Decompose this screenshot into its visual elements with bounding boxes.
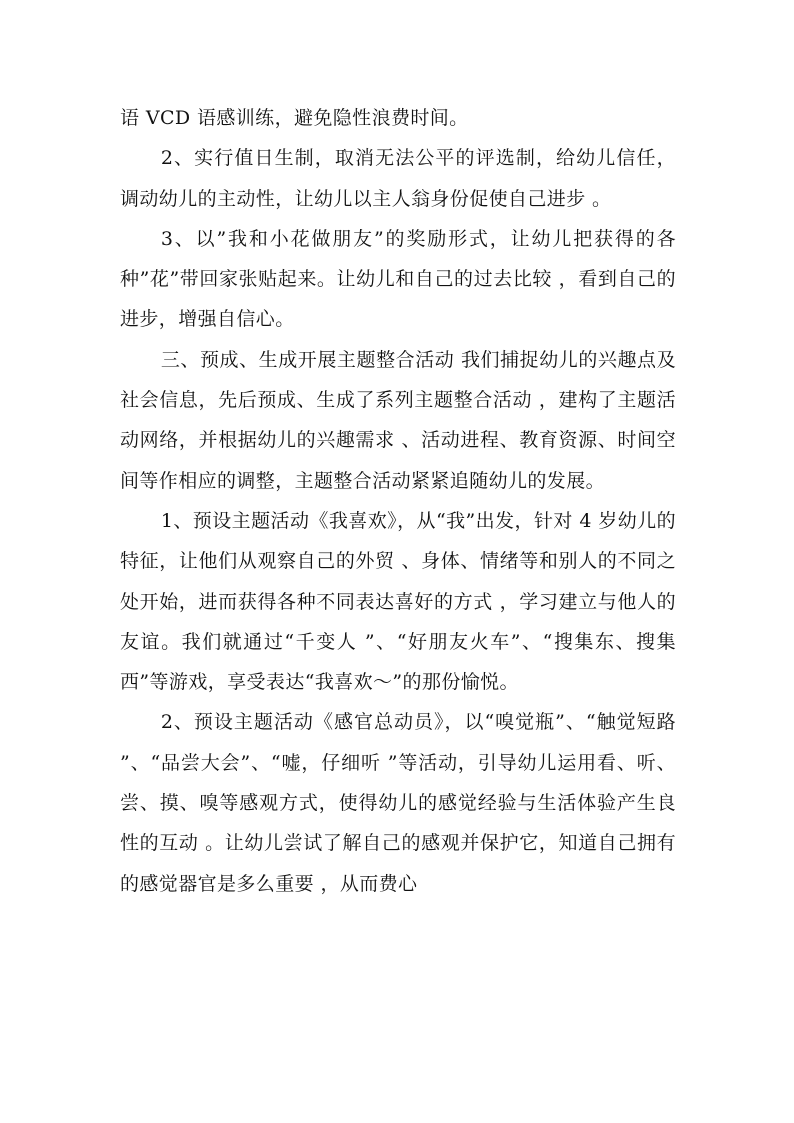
paragraph-5: 1、预设主题活动《我喜欢》，从“我”出发，针对 4 岁幼儿的特征，让他们从观察自己的外贸 、身体、情绪等和别人的不同之处开始，进而获得各种不同表达喜好的方式 ，学习建立与他人的友谊。我们就通过“千变人 ”、“好朋友火车”、“搜集东、搜集西”等游戏，享受表达“我喜欢～”的那份愉悦。 — [120, 509, 676, 694]
document-body — [120, 98, 676, 904]
paragraph-1: 语 VCD 语感训练，避免隐性浪费时间。 — [120, 107, 469, 129]
paragraph-3: 3、以”我和小花做朋友”的奖励形式，让幼儿把获得的各种”花”带回家张贴起来。让幼儿和自己的过去比较 ，看到自己的进步，增强自信心。 — [120, 227, 676, 331]
paragraph-2: 2、实行值日生制，取消无法公平的评选制，给幼儿信任，调动幼儿的主动性，让幼儿以主人翁身份促使自己进步 。 — [120, 147, 676, 210]
paragraph-6: 2、预设主题活动《感官总动员》，以“嗅觉瓶”、“触觉短路 ”、“品尝大会”、“嘘，仔细听 ”等活动，引导幼儿运用看、听、尝、摸、嗅等感观方式，使得幼儿的感觉经验与生活体验产生良性的互动 。让幼儿尝试了解自己的感观并保护它，知道自己拥有的感觉器官是多么重要 ，从而费心 — [120, 711, 676, 895]
paragraph-4: 三、预成、生成开展主题整合活动 我们捕捉幼儿的兴趣点及社会信息，先后预成、生成了系列主题整合活动 ，建构了主题活动网络，并根据幼儿的兴趣需求 、活动进程、教育资源、时间空间等作相应的调整，主题整合活动紧紧追随幼儿的发展。 — [120, 348, 676, 492]
